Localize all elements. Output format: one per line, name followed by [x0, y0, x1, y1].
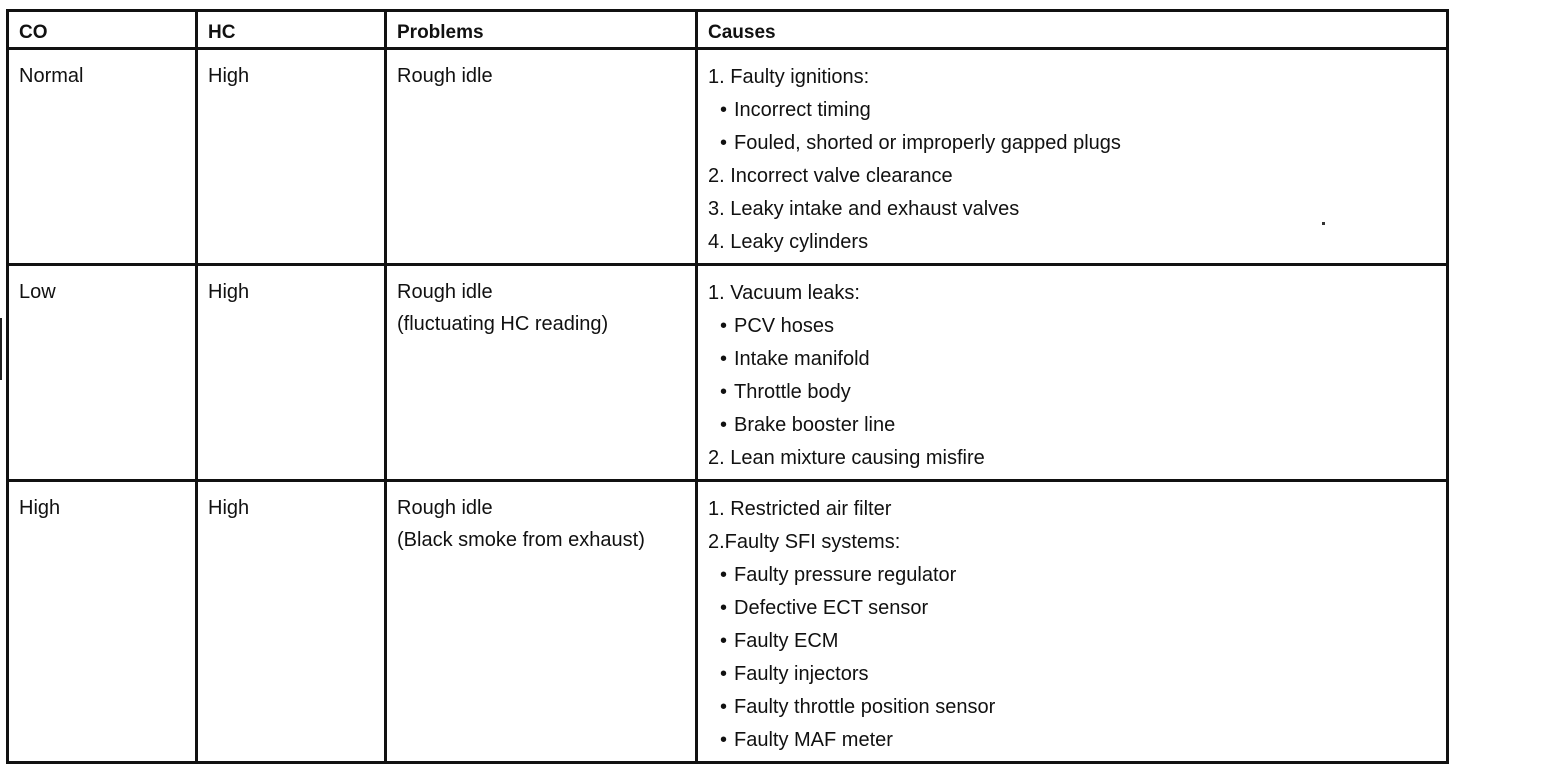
- margin-mark: [0, 318, 2, 380]
- bullet-icon: •: [720, 315, 728, 337]
- table-row: [8, 265, 1448, 481]
- cause-line: 1. Restricted air filter: [708, 498, 892, 520]
- cause-line: 2. Incorrect valve clearance: [708, 165, 953, 187]
- cause-line: 2. Lean mixture causing misfire: [708, 447, 985, 469]
- table-row: [8, 481, 1448, 763]
- cause-bullet-text: Faulty throttle position sensor: [734, 696, 996, 718]
- cause-bullet-text: Defective ECT sensor: [734, 597, 929, 619]
- causes-cell: [697, 265, 1448, 481]
- cause-bullet-text: Incorrect timing: [734, 99, 871, 121]
- bullet-icon: •: [720, 381, 728, 403]
- header-problems: Problems: [386, 11, 697, 49]
- cause-bullet: [708, 592, 1436, 625]
- problems-cell: [386, 481, 697, 763]
- hc-cell: High: [197, 265, 386, 481]
- cause-bullet-text: Throttle body: [734, 381, 851, 403]
- header-co: CO: [8, 11, 197, 49]
- cause-line: 3. Leaky intake and exhaust valves: [708, 198, 1020, 220]
- bullet-icon: •: [720, 729, 728, 751]
- cause-bullet-text: Fouled, shorted or improperly gapped plugs: [734, 132, 1121, 154]
- problem-line: (Black smoke from exhaust): [397, 529, 645, 551]
- bullet-icon: •: [720, 696, 728, 718]
- cause-bullet-text: Intake manifold: [734, 348, 870, 370]
- header-causes: Causes: [697, 11, 1448, 49]
- co-cell: Low: [8, 265, 197, 481]
- cause-bullet: [708, 625, 1436, 658]
- cause-bullet: [708, 724, 1436, 757]
- causes-cell: [697, 49, 1448, 265]
- bullet-icon: •: [720, 597, 728, 619]
- cause-line: 4. Leaky cylinders: [708, 231, 869, 253]
- bullet-icon: •: [720, 414, 728, 436]
- hc-cell: High: [197, 481, 386, 763]
- cause-bullet-text: PCV hoses: [734, 315, 835, 337]
- cause-bullet: [708, 94, 1436, 127]
- cause-bullet-text: Faulty ECM: [734, 630, 839, 652]
- hc-cell: High: [197, 49, 386, 265]
- problems-cell: [386, 265, 697, 481]
- cause-bullet: [708, 691, 1436, 724]
- header-hc: HC: [197, 11, 386, 49]
- bullet-icon: •: [720, 663, 728, 685]
- table-row: [8, 49, 1448, 265]
- emissions-diagnosis-table: [6, 9, 1449, 764]
- co-cell: High: [8, 481, 197, 763]
- cause-bullet: [708, 658, 1436, 691]
- cause-bullet: [708, 310, 1436, 343]
- cause-bullet-text: Faulty injectors: [734, 663, 869, 685]
- bullet-icon: •: [720, 132, 728, 154]
- problem-line: (fluctuating HC reading): [397, 313, 609, 335]
- bullet-icon: •: [720, 348, 728, 370]
- cause-bullet: [708, 127, 1436, 160]
- problem-line: Rough idle: [397, 281, 493, 303]
- cause-bullet: [708, 409, 1436, 442]
- problems-cell: [386, 49, 697, 265]
- cause-bullet: [708, 559, 1436, 592]
- causes-cell: [697, 481, 1448, 763]
- diagnosis-table-container: [6, 9, 1446, 764]
- table-body: [8, 49, 1448, 763]
- bullet-icon: •: [720, 630, 728, 652]
- cause-line: 1. Vacuum leaks:: [708, 282, 860, 304]
- header-row: [8, 11, 1448, 49]
- bullet-icon: •: [720, 99, 728, 121]
- cause-bullet: [708, 376, 1436, 409]
- bullet-icon: •: [720, 564, 728, 586]
- problem-line: Rough idle: [397, 65, 493, 87]
- cause-bullet-text: Faulty MAF meter: [734, 729, 893, 751]
- co-cell: Normal: [8, 49, 197, 265]
- problem-line: Rough idle: [397, 497, 493, 519]
- cause-bullet: [708, 343, 1436, 376]
- cause-bullet-text: Faulty pressure regulator: [734, 564, 957, 586]
- cause-line: 2.Faulty SFI systems:: [708, 531, 901, 553]
- cause-line: 1. Faulty ignitions:: [708, 66, 870, 88]
- cause-bullet-text: Brake booster line: [734, 414, 896, 436]
